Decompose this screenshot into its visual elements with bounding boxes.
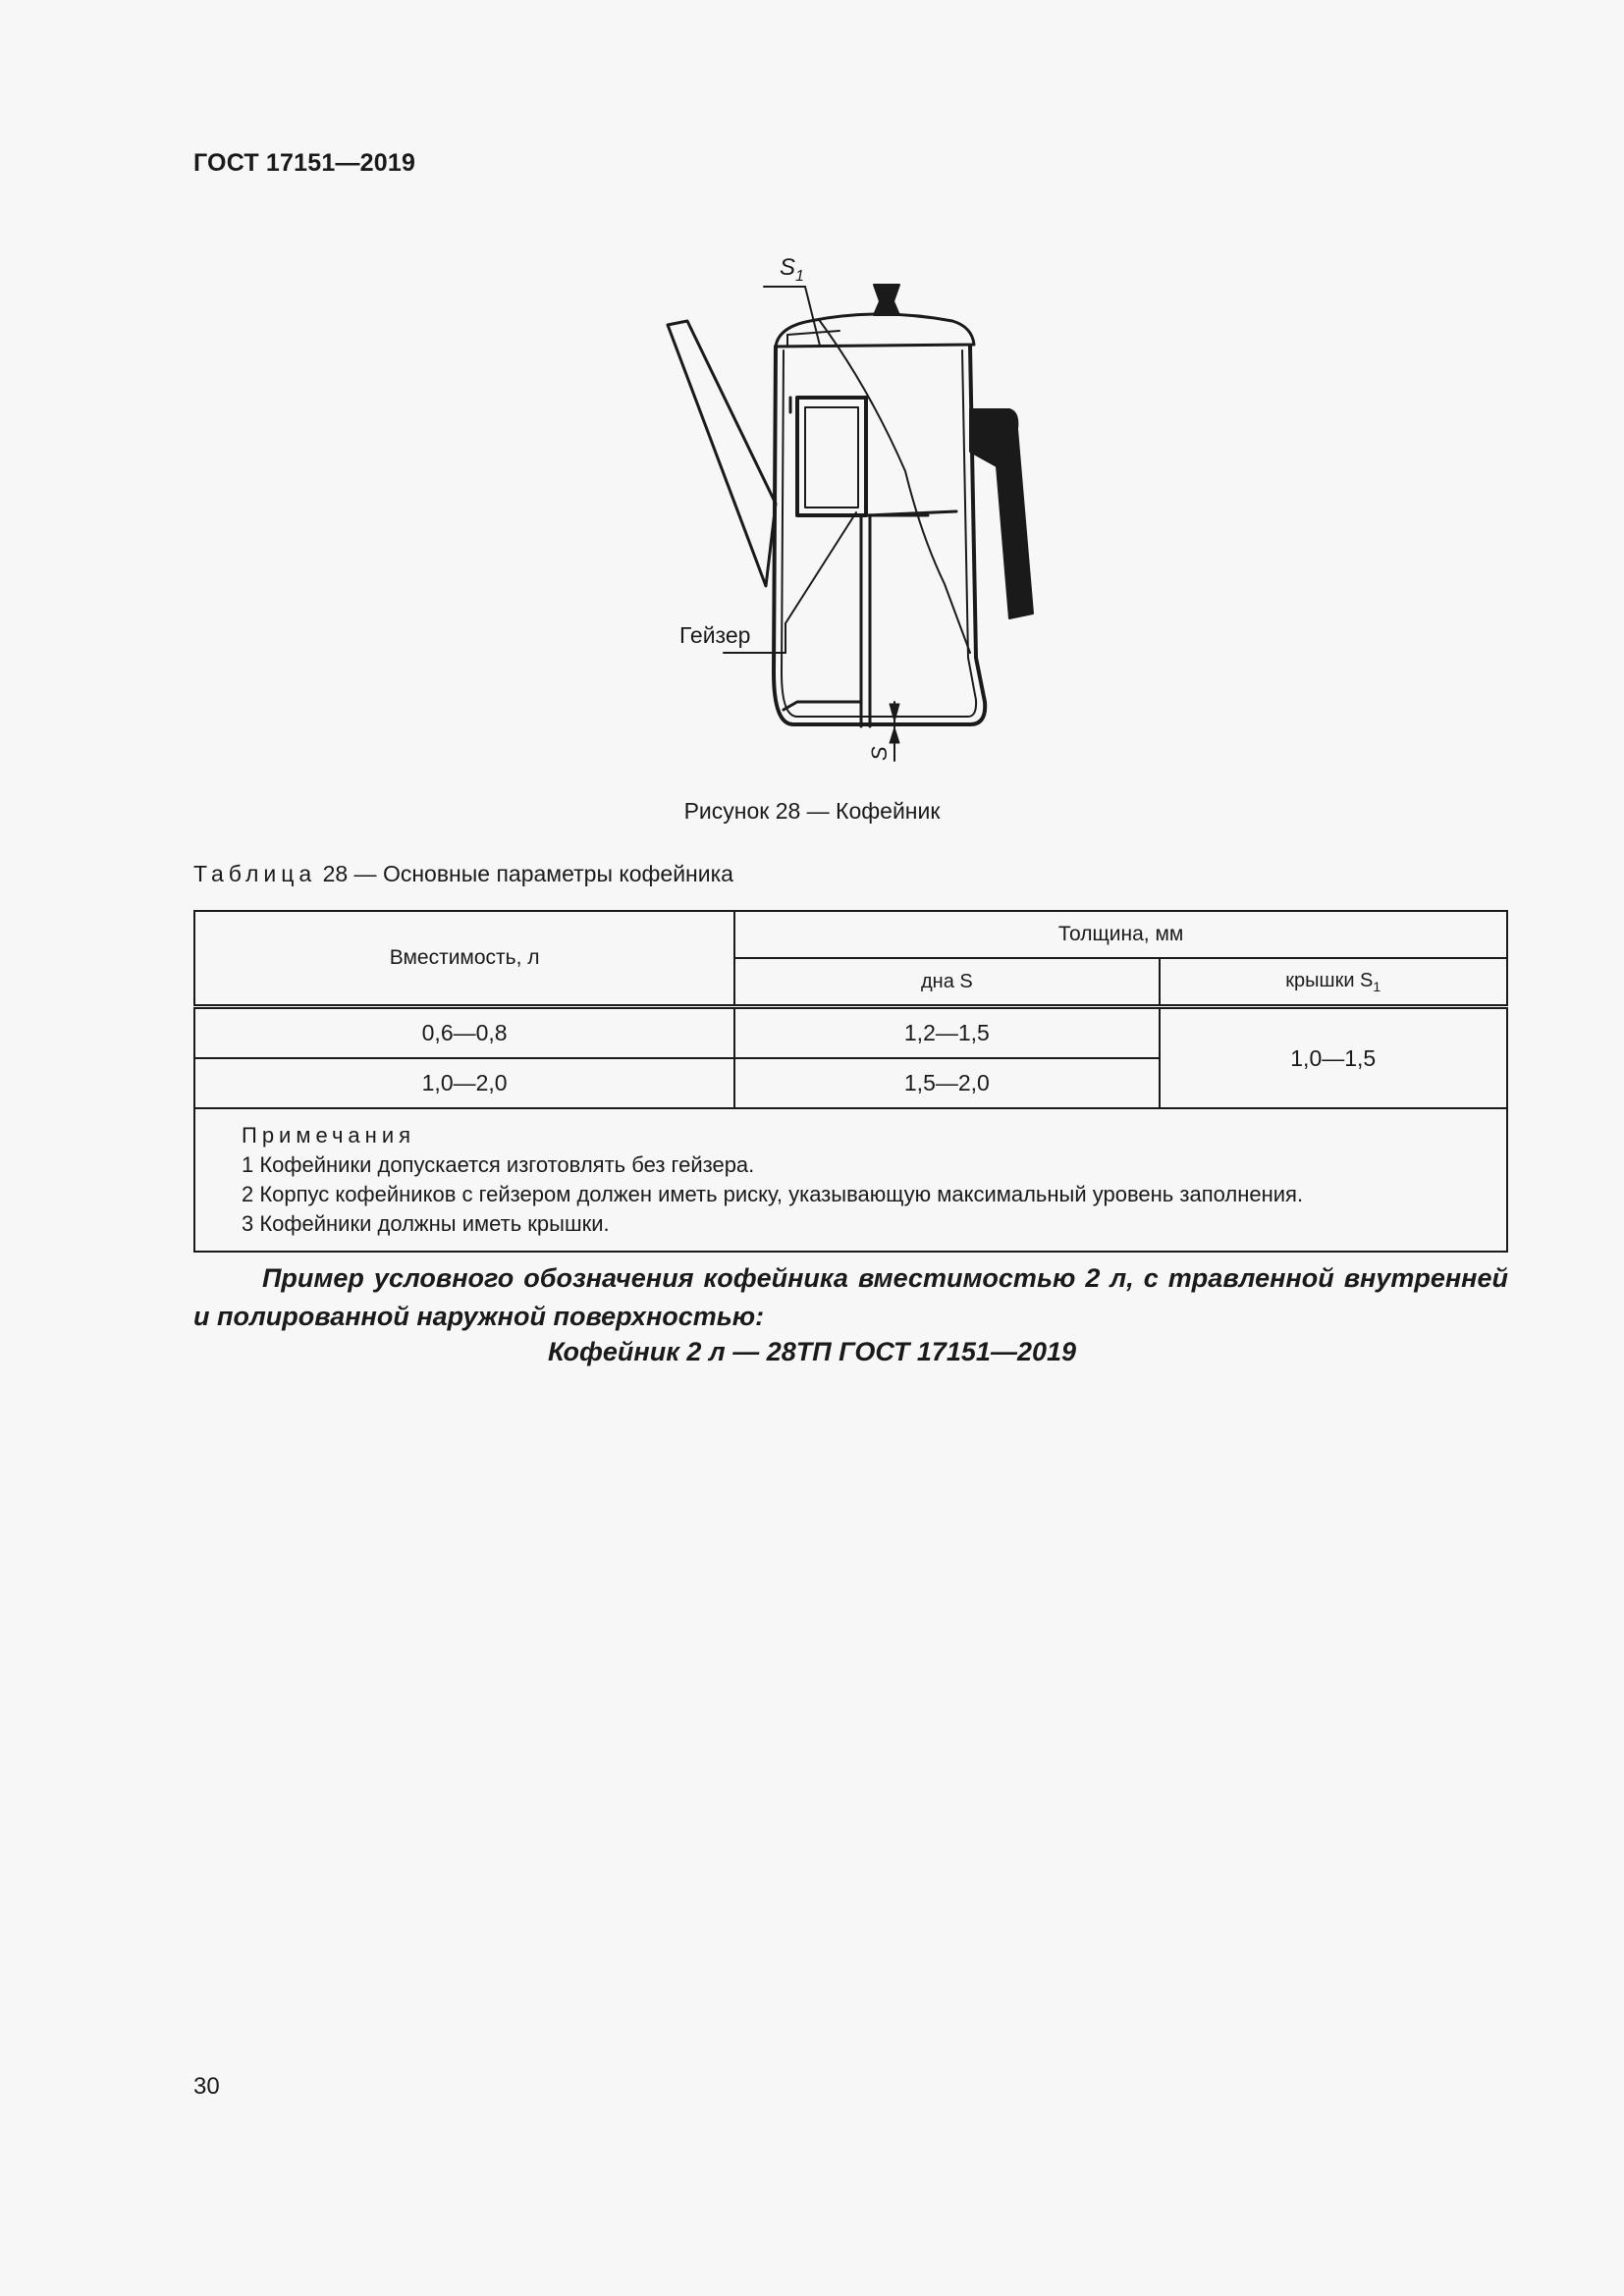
cell-capacity: 1,0—2,0	[194, 1058, 734, 1108]
example-paragraph: Пример условного обозначения кофейника вместимостью 2 л, с травленной внутренней и полированной наружной поверхностью:	[193, 1263, 1508, 1331]
figure-caption: Рисунок 28 — Кофейник	[683, 798, 941, 824]
notes-title: Примечания	[242, 1123, 416, 1148]
parameters-table	[193, 910, 1508, 1253]
note-item: 2 Корпус кофейников с гейзером должен иметь риску, указывающую максимальный уровень заполнения.	[242, 1182, 1304, 1206]
coffee-pot-drawing	[648, 240, 1080, 775]
geyser-cup	[797, 398, 866, 515]
note-item: 3 Кофейники должны иметь крышки.	[242, 1211, 610, 1236]
label-geyser: Гейзер	[679, 622, 751, 648]
label-s: S	[867, 746, 892, 761]
pot-lid	[776, 314, 974, 347]
coffee-pot-figure	[648, 240, 1080, 775]
page-number: 30	[193, 2073, 220, 2100]
geyser-tube	[861, 515, 928, 726]
table-title	[193, 861, 733, 887]
lid-knob	[874, 285, 899, 315]
table-title-word: Таблица	[193, 861, 317, 886]
handle	[970, 409, 1033, 618]
table-row	[194, 1007, 1507, 1059]
example-designation: Кофейник 2 л — 28ТП ГОСТ 17151—2019	[547, 1337, 1077, 1366]
header-thickness: Толщина, мм	[734, 911, 1507, 958]
cell-bottom: 1,2—1,5	[734, 1007, 1159, 1059]
table-notes	[194, 1108, 1507, 1252]
header-capacity: Вместимость, л	[194, 911, 734, 1007]
header-bottom: дна S	[734, 958, 1159, 1007]
document-header: ГОСТ 17151—2019	[193, 149, 416, 177]
spout	[668, 321, 776, 586]
cell-lid: 1,0—1,5	[1160, 1007, 1508, 1109]
header-lid: крышки $S_1$	[1160, 958, 1508, 1007]
note-item: 1 Кофейники допускается изготовлять без гейзера.	[242, 1152, 755, 1177]
cell-bottom: 1,5—2,0	[734, 1058, 1159, 1108]
cell-capacity: 0,6—0,8	[194, 1007, 734, 1059]
pot-body	[774, 347, 985, 724]
table-title-text: 28 — Основные параметры кофейника	[316, 861, 733, 886]
label-s1: $S_1$	[780, 254, 804, 285]
